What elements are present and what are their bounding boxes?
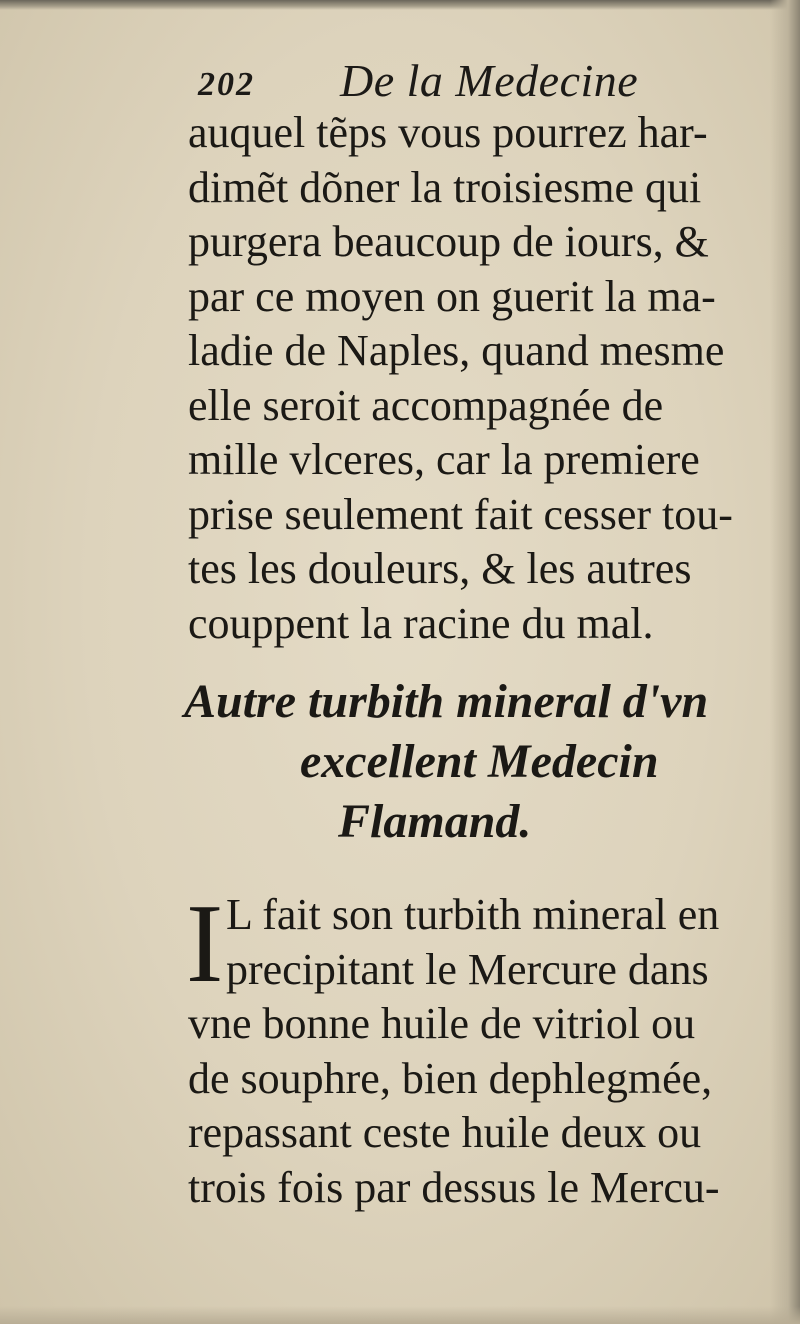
text-line: purgera beaucoup de iours, & xyxy=(188,217,709,266)
text-line: auquel tẽps vous pourrez har- xyxy=(188,108,708,157)
text-line: precipitant le Mercure dans xyxy=(226,944,709,994)
page-top-shadow xyxy=(0,0,800,10)
text-line: de souphre, bien dephlegmée, xyxy=(188,1053,713,1103)
text-line: mille vlceres, car la premiere xyxy=(188,435,700,484)
text-line: repassant ceste huile deux ou xyxy=(188,1108,702,1157)
text-line: tes les douleurs, & les autres xyxy=(188,544,692,593)
heading-line: excellent Medecin xyxy=(300,735,659,788)
text-line: vne bonne huile de vitriol ou xyxy=(188,999,696,1048)
page-bottom-shadow xyxy=(0,1306,800,1324)
text-line: dimẽt dõner la troisiesme qui xyxy=(188,162,702,212)
drop-cap: I xyxy=(186,882,224,1006)
running-head: De la Medecine xyxy=(340,55,639,106)
heading-line: Flamand. xyxy=(338,795,532,848)
text-line: trois fois par dessus le Mercu- xyxy=(188,1162,720,1212)
text-line: elle seroit accompagnée de xyxy=(188,380,664,430)
section-heading xyxy=(180,672,780,852)
page-number: 202 xyxy=(198,66,255,103)
text-line: par ce moyen on guerit la ma- xyxy=(188,271,716,321)
text-line: couppent la racine du mal. xyxy=(188,598,654,648)
text-line: L fait son turbith mineral en xyxy=(226,890,720,939)
heading-line: Autre turbith mineral d'vn xyxy=(184,675,709,728)
text-line: ladie de Naples, quand mesme xyxy=(188,326,725,375)
text-line: prise seulement fait cesser tou- xyxy=(188,489,733,539)
paragraph-1 xyxy=(188,106,768,651)
paragraph-2 xyxy=(186,882,768,1215)
page-header xyxy=(198,50,738,106)
page-gutter-shadow xyxy=(770,0,800,1324)
